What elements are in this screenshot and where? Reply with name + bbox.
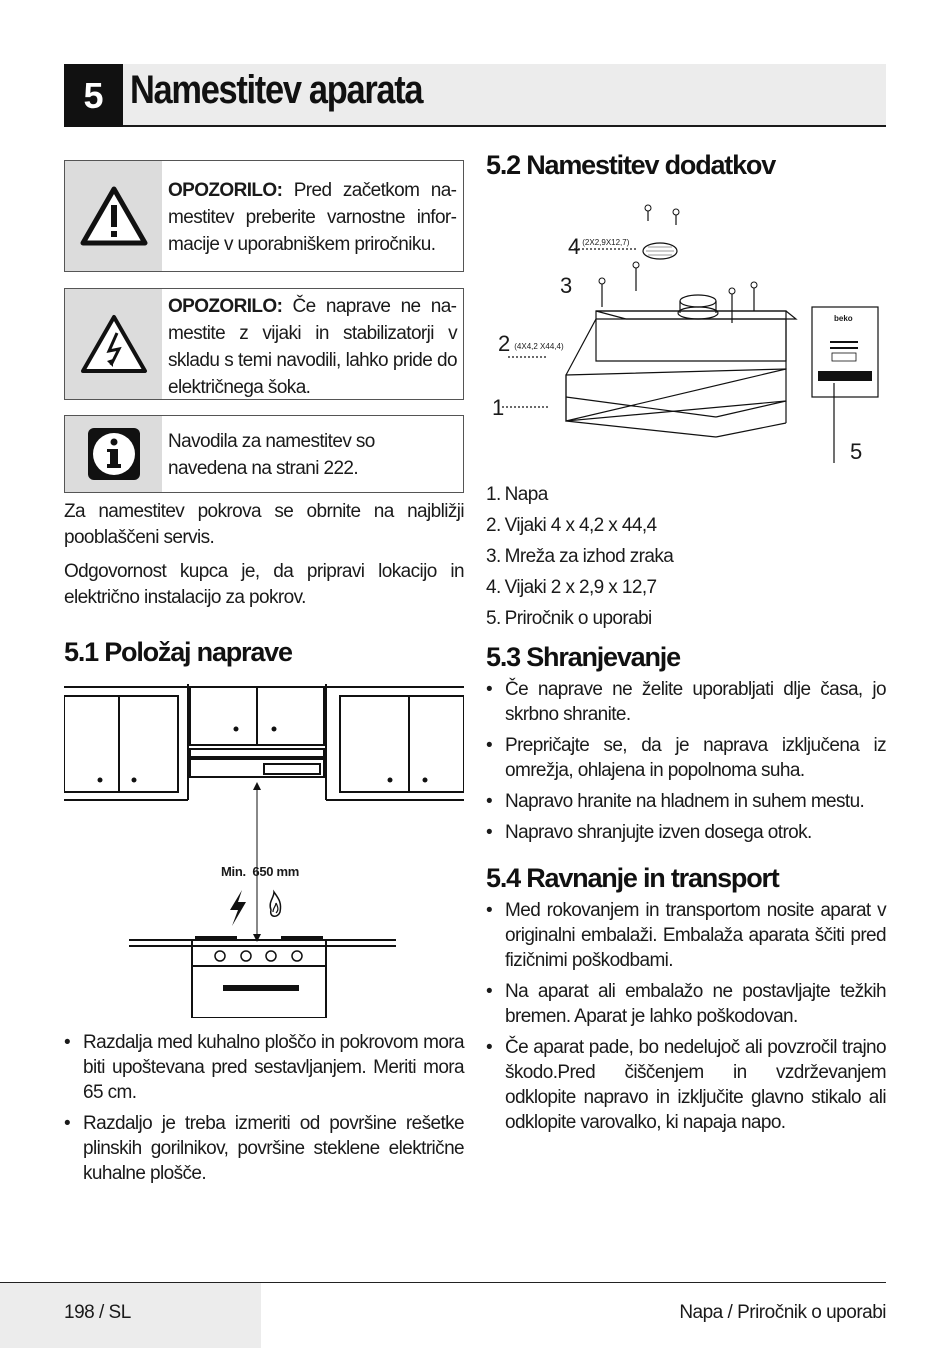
list-item: 3. Mreža za izhod zraka [486,546,674,567]
warning-box-1 [64,160,464,272]
footer-divider [0,1282,886,1283]
list-item: • Prepričajte se, da je naprava izključena iz omrežja, ohlajena in popolnoma suha. [486,733,886,783]
warning-text-2: OPOZORILO: Če naprave ne namestite z vijaki in stabilizatorji v skladu s temi navodili, lahko pride do električnega šoka. [168,296,457,398]
section-5-4-bullets [486,898,886,1135]
callout-4: 4 $^{(2X2,9X12,7)}$ [568,234,630,259]
list-item: • Napravo hranite na hladnem in suhem mestu. [486,789,886,814]
section-5-4-title: 5.4 Ravnanje in transport [486,863,779,893]
page-number: 198 / SL [64,1302,131,1323]
section-5-1-title: 5.1 Položaj naprave [64,637,292,667]
chapter-title: Namestitev aparata [130,68,423,112]
section-5-3-title: 5.3 Shranjevanje [486,642,680,672]
list-item: • Razdaljo je treba izmeriti od površine rešetke plinskih gorilnikov, površine steklene električne kuhalne plošče. [64,1111,464,1186]
warning-triangle-icon [65,161,162,271]
list-item: • Na aparat ali embalažo ne postavljajte težkih bremen. Aparat je lahko poškodovan. [486,979,886,1029]
manual-brand-logo: beko [834,314,853,323]
paragraph-responsibility: Odgovornost kupca je, da pripravi lokacijo in električno instalacijo za pokrov. [64,561,464,608]
warning-text-1: OPOZORILO: Pred začetkom namestitev preberite varnostne informacije v uporabniškem priročniku. [168,180,457,255]
info-box [64,415,464,493]
callout-1: 1 [492,395,505,420]
accessories-figure [486,191,886,473]
list-item: • Razdalja med kuhalno ploščo in pokrovom mora biti upoštevana pred sestavljanjem. Meriti mora 65 cm. [64,1030,464,1105]
callout-5: 5 [850,439,863,464]
lightning-icon [230,890,246,926]
chapter-number: 5 [64,64,123,127]
callout-2: 2 (4X4,2 X44,4) [498,331,564,356]
min-distance-label: Min. 650 mm [221,864,300,879]
list-item: • Če aparat pade, bo nedelujoč ali povzročil trajno škodo.Pred čiščenjem in vzdrževanjem odklopite napravo in izključite glavno stikalo ali odklopite varovalko, ki napaja napo. [486,1035,886,1135]
electric-shock-icon [65,289,162,399]
list-item: • Napravo shranjujte izven dosega otrok. [486,820,886,845]
paragraph-service: Za namestitev pokrova se obrnite na najbližji pooblaščeni servis. [64,501,464,548]
callout-3: 3 [560,273,573,298]
list-item: 4. Vijaki 2 x 2,9 x 12,7 [486,577,657,598]
left-column [64,160,464,1192]
section-5-1-bullets [64,1030,464,1186]
list-item: • Če naprave ne želite uporabljati dlje časa, jo skrbno shranite. [486,677,886,727]
document-title: Napa / Priročnik o uporabi [679,1302,886,1323]
info-icon [65,416,162,492]
list-item: 1. Napa [486,484,548,505]
section-5-3-bullets [486,677,886,845]
info-text: Navodila za namestitev so navedena na strani 222. [168,431,375,479]
warning-box-2 [64,288,464,400]
list-item: 5. Priročnik o uporabi [486,608,652,629]
accessory-list [486,479,886,634]
hood-position-figure [64,684,464,1018]
right-column [486,150,886,1141]
section-5-2-title: 5.2 Namestitev dodatkov [486,150,776,180]
list-item: 2. Vijaki 4 x 4,2 x 44,4 [486,515,657,536]
list-item: • Med rokovanjem in transportom nosite aparat v originalni embalaži. Embalaža aparata ščiti pred fizičnimi poškodbami. [486,898,886,973]
